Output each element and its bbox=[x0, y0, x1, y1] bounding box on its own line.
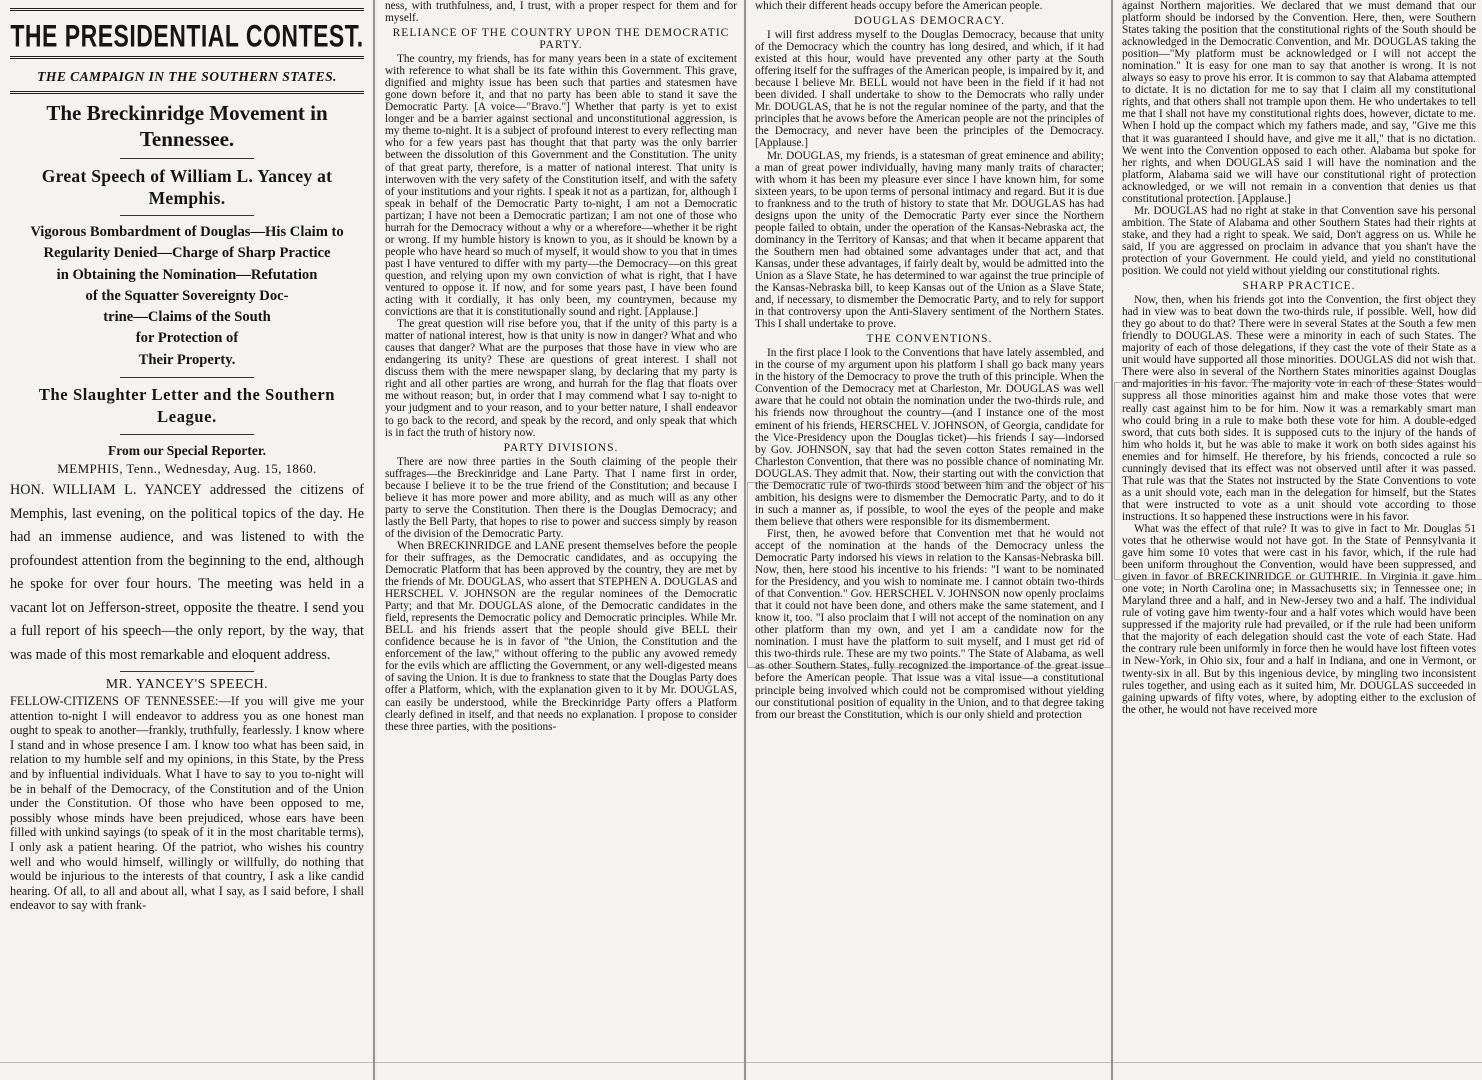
divider bbox=[120, 377, 254, 378]
article-deck: Vigorous Bombardment of Douglas—His Claim to Regularity Denied—Charge of Sharp Practice in Obtaining the Nomination—Refutation of the Squatter Sovereignty Doc- trine—Claims of the South for Protection of Their Property. bbox=[30, 224, 344, 368]
paragraph: What was the effect of that rule? It was to give in fact to Mr. Douglas 51 votes that he otherwise would not have got. In the State of Pennsylvania it gave him some 10 votes that were cast in his favor, which, if the rule had been uniform throughout the Convention, would have been suppressed, and given in favor of BRECKINRIDGE or GUTHRIE. In Virginia it gave him one vote; in North Carolina one; in Massachusetts six; in Tennessee one; in Maryland three and a half, and in New-Jersey two and a half. The individual rule of voting gave him twenty-four and a half votes which would have been suppressed if the majority rule had prevailed, or if the rule had been uniform that the majority of each delegation should cast the vote of each State. Had the contrary rule been uniformly in force then he would have lost fifteen votes in New-York, in Ohio six, four and a half in Indiana, and one in Vermont, or twenty-six in all. But by this ingenious device, by mingling two inconsistent rules together, and using each as it suited him, Mr. DOUGLAS succeeded in gaining upwards of fifty votes, where, by adopting either to the exclusion of the other, he would not have received more bbox=[1122, 522, 1476, 716]
paragraph: The country, my friends, has for many years been in a state of excitement with reference to what shall be its fate within this Government. This grave, dignified and mighty issue has been such that parties and statesmen have gone down before it, and that no party has been able to stand it save the Democratic Party. [A voice—"Bravo."] Whether that party is yet to exist longer and be a barrier against sectional and unconstitutional aggression, is my theme to-night. It is a subject of profound interest to every reflecting man who for a few years past has thought that that party was the only barrier between the dissolution of this Government and the Constitution. The unity of that great party, therefore, is a matter of national interest. That unity is interwoven with the very safety of the Constitution itself, and with the safety of your institutions and your rights. I speak it not as a partizan, for, although I speak in behalf of the Democratic Party to-night, I am not a Democratic partizan; I have not been a Democratic partizan; I am not one of those who hurrah for the Democracy without a why or a wherefore—whether it be right or wrong. If my humble history is known to you, as it should be known by a people who have heard so much of myself, it would show to you that in times past I have ventured to differ with my party—the Democracy—on this great question, and relying upon my own conviction of what is right, that I have ventured to oppose it. If now, and for some years past, I have been found acting with it cordially, it has only been, my countrymen, because my convictions are that it is constitutionally sound and right. [Applause.] bbox=[385, 53, 737, 319]
section-heading: DOUGLAS DEMOCRACY. bbox=[854, 15, 1005, 28]
section-heading: SHARP PRACTICE. bbox=[1242, 280, 1356, 293]
paragraph: Mr. DOUGLAS, my friends, is a statesman of great eminence and ability; a man of great power individually, having many manly traits of character; with whom it has been my pleasure ever since I have known him, for some sixteen years, to be upon terms of personal intimacy and regard. But it is due to frankness and to the truth of history to state that Mr. DOUGLAS has had designs upon the unity of the Democratic Party ever since the Northern people failed to obtain, under the operation of the Kansas-Nebraska act, the dominancy in the Territory of Kansas; and that when it became apparent that the Southern men had obtained some advantages under that act, and that Kansas, under these advantages, if fairly dealt by, would be admitted into the Union as a Slave State, he has determined to war against the true principle of the Kansas-Nebraska bill, to keep Kansas out of the Union as a Slave State, and, if necessary, to dismember the Democratic Party, and to rely for support in that controversy upon the Anti-Slavery sentiment of the Northern States. This I shall undertake to prove. bbox=[755, 149, 1104, 331]
divider bbox=[120, 215, 254, 216]
paragraph: which their different heads occupy before the American people. bbox=[755, 0, 1043, 12]
speech-paragraph: FELLOW-CITIZENS OF TENNESSEE:—If you will give me your attention to-night I will endeavor to address you as one honest man ought to speak to another—frankly, truthfully, fearlessly. I know where I stand and in whose presence I am. I know too what has been said, in relation to my humble self and my opinions, in this State, by the Press and by influential individuals. What I have to say to you to-night will be in behalf of the Democracy, of the Constitution and of the Union under the Constitution. Of those who have been opposed to me, possibly whose minds have been prejudiced, whose ears have been filled with unkind sayings (to speak of it in the most charitable terms), I only ask a patient hearing. Of the patriot, who wishes his country well and who would himself, willingly or willfully, do nothing that would be injurious to the interests of that country, I ask a like candid hearing. Of all, to all and about all, what I say, as I said before, I shall endeavor to say with frank- bbox=[10, 694, 364, 913]
headline-rule bbox=[10, 56, 364, 59]
divider bbox=[120, 434, 254, 435]
paragraph: First, then, he avowed before that Convention met that he would not accept of the nomination at the hands of the Democracy unless the Democratic Party indorsed his views in relation to the Kansas-Nebraska bill. Now, then, here stood his incentive to his friends: "I want to be nominated for the Presidency, and you wish to nominate me. I cannot obtain two-thirds of that Convention." Gov. HERSCHEL V. JOHNSON now openly proclaims that it could not have been done, and others make the same statement, and I know it, too. "I also proclaim that I will not accept of the nomination on any other platform than my own, and yet I am a candidate now for the nomination. I must have the platform to suit myself, and I must get rid of this two-thirds rule. These are my two points." The State of Alabama, as well as other Southern States, fully recognized the importance of the great issue before the American people. That issue was a vital issue—a constitutional principle being involved which could not be compromised without yielding our constitutional position of equality in the Union, and to that degree taking from our breast the Constitution, which is our only shield and protection bbox=[755, 527, 1104, 721]
speech-heading: MR. YANCEY'S SPEECH. bbox=[105, 676, 269, 692]
page-crease bbox=[0, 1062, 1482, 1063]
top-rule bbox=[10, 8, 364, 11]
column-divider bbox=[373, 0, 375, 1080]
divider bbox=[120, 158, 254, 159]
section-heading: PARTY DIVISIONS. bbox=[503, 441, 619, 454]
section-heading: THE CONVENTIONS. bbox=[866, 333, 993, 346]
dateline: MEMPHIS, Tenn., Wednesday, Aug. 15, 1860. bbox=[57, 461, 317, 477]
subhead-rule bbox=[10, 91, 364, 94]
section-heading: RELIANCE OF THE COUNTRY UPON THE DEMOCRATIC PARTY. bbox=[392, 27, 730, 52]
intro-paragraph: HON. WILLIAM L. YANCEY addressed the citizens of Memphis, last evening, on the political topics of the day. He had an immense audience, and was listened to with the profoundest attention from the beginning to the end, although he spoke for over four hours. The meeting was held in a vacant lot on Jefferson-street, opposite the theatre. I send you a full report of his speech—the only report, by the way, that was made of this most remarkable and eloquent address. bbox=[10, 482, 364, 663]
paragraph: Now, then, when his friends got into the Convention, the first object they had in view was to beat down the two-thirds rule, if possible. Well, how did they go about to do that? There were in several States at the South a few men friendly to DOUGLAS. These were a minority in each of such States. The majority of each of those delegations, if they cast the vote of their State as a unit would have supported all those minorities. DOUGLAS did not wish that. There were also in several of the Northern States minorities against Douglas and majorities in his favor. The majority vote in each of these States would suppress all those minorities against him and make those votes that were really cast against him to be for him. Now it was a remarkably smart man who could bring in a rule to make both these vote for him. A double-edged sword, that cuts both sides. It is supposed cuts to the injury of the hands of him who holds it, but he was able to make it work on both sides against his enemies and for himself. He therefore, by his friends, concocted a rule so cunningly devised that its effect was not observed until after it was passed. That rule was that the States not instructed by the State Conventions to vote as a unit should vote, each man in the delegation for himself, but the States that were instructed to vote as a unit should vote according to those instructions. It so happened these instructions were in his favor. bbox=[1122, 294, 1476, 523]
column-divider bbox=[1111, 0, 1113, 1080]
column-4 bbox=[1114, 0, 1482, 1080]
column-divider bbox=[744, 0, 746, 1080]
column-2 bbox=[377, 0, 743, 1080]
paragraph: In the first place I look to the Conventions that have lately assembled, and in the course of my argument upon his platform I shall go back many years in the history of the Democracy to prove the truth of this principle. When the Convention of the Democracy met at Charleston, Mr. DOUGLAS was well aware that he could not obtain the nomination under the two-thirds rule, and his friends now throughout the country—(and I instance one of the most eminent of his friends, HERSCHEL V. JOHNSON, of Georgia, candidate for the Vice-Presidency upon the Douglas ticket)—his friends I say—indorsed by Gov. JOHNSON, say that had the seven cotton States remained in the Charleston Convention, that there was no possible chance of nominating Mr. DOUGLAS. They admit that. Now, their starting out with the conviction that the Democratic rule of two-thirds stood between him and the object of his ambition, his designs were to dismember the Democratic Party, and to do it in such a manner as, if possible, to wool the eyes of the people and make them believe that others were responsible for its dismemberment. bbox=[755, 347, 1104, 528]
article-title-2: Great Speech of William L. Yancey at Memphis. bbox=[41, 166, 333, 208]
paragraph: ness, with truthfulness, and, I trust, with a proper respect for them and for myself. bbox=[385, 0, 737, 25]
paragraph: I will first address myself to the Douglas Democracy, because that unity of the Democracy which the country has long desired, and which, if it had existed at this hour, would have prevented any other party at the South offering itself for the suffrages of the American people, is impaired by it, and because I believe Mr. BELL would not have been in the field if it had not been divided. I shall undertake to show to the Democrats who rally under Mr. DOUGLAS, that he is not the regular nominee of the party, and that the principles that he avows before the American people are not the principles of the Democracy, and never have been the principles of the Democracy. [Applause.] bbox=[755, 29, 1104, 150]
byline: From our Special Reporter. bbox=[108, 443, 266, 459]
paragraph: When BRECKINRIDGE and LANE present themselves before the people for their suffrages, as the Democratic candidates, and as occupying the Democratic Platform that has been approved by the country, they are met by the friends of Mr. DOUGLAS, who assert that STEPHEN A. DOUGLAS and HERSCHEL V. JOHNSON are the regular nominees of the Democratic Party; and that Mr. DOUGLAS alone, of the Democratic candidates in the field, represents the Democratic policy and Democratic principles. While Mr. BELL and his friends assert that the people should give BELL their confidence because he is in favor of "the Union, the Constitution and the enforcement of the law," without offering to the public any avowed remedy for the evils which are afflicting the Government, or any well-digested means of saving the Union. It is due to frankness to state that the Douglas Party does offer a Platform, which, with the explanation given to it by Mr. DOUGLAS, can easily be understood, while the Breckinridge Party offers a Platform clearly defined in itself, and that needs no explanation. I propose to consider these three parties, with the positions- bbox=[385, 539, 737, 733]
article-title: The Breckinridge Movement in Tennessee. bbox=[46, 101, 328, 151]
paragraph: The great question will rise before you, that if the unity of this party is a matter of national interest, how is that unity is now in danger? What and who causes that danger? What are the purposes that those have in view who are endangering its unity? These are questions of great interest. I shall not discuss them with the mere newspaper slang, by declaring that my party is right and all other parties are wrong, and hurrah for the flag that floats over me without reason; but, in order that I may commend what I say to-night to your judgment and to your reason, and to your better nature, I shall endeavor to go back to the record, and speak by the record, and only speak that which is in fact the truth of history now. bbox=[385, 318, 737, 439]
article-title-3: The Slaughter Letter and the Southern League. bbox=[38, 385, 336, 427]
paragraph: Mr. DOUGLAS had no right at stake in that Convention save his personal ambition. The State of Alabama and other Southern States had their rights at stake, and they had a right to speak. We said, Don't aggress on us. While he said, If you are aggressed on proclaim in advance that you shan't have the protection of your Government. He could yield, and yield no constitutional position. We could not yield without yielding our constitutional rights. bbox=[1122, 204, 1476, 278]
divider bbox=[120, 671, 254, 672]
column-1 bbox=[0, 0, 372, 1080]
headline: THE PRESIDENTIAL CONTEST. bbox=[10, 18, 364, 54]
subhead: THE CAMPAIGN IN THE SOUTHERN STATES. bbox=[37, 69, 337, 84]
paragraph: against Northern majorities. We declared that we must demand that our platform should be indorsed by the Convention. Here, then, were Southern States taking the position that the constitutional rights of the South should be acknowledged in the Democratic Convention, and Mr. DOUGLAS taking the position—"My platform must be acknowledged or I will not accept the nomination." It is easy for one man to say that another is wrong. It is not always so easy to prove his error. It is common to say that Alabama attempted to dictate. It is no dictation for me to say that I claim all my constitutional rights, and that others shall not trample upon them. He who undertakes to tell me that I shall not have my constitutional rights does, however, dictate to me. When I hold up the compact which my fathers made, and say, "Give me this that it was guaranteed I should have, and give me it all," that is no dictation. We went into the Convention opposed to each other. Alabama but spoke for her rights, and when DOUGLAS said I will have the nomination and the platform, Alabama said we will have our constitutional right of protection acknowledged, or we will not remain in a convention that denies us that constitutional protection. [Applause.] bbox=[1122, 0, 1476, 205]
column-3 bbox=[747, 0, 1110, 1080]
paragraph: There are now three parties in the South claiming of the people their suffrages—the Breckinridge and Lane Party. That I name first in order, because I believe it to be the true friend of the Constitution; and because I believe it has more power and more ability, and as much will as any other party to serve the Constitution. Then there is the Douglas Democracy; and lastly the Bell Party, that hopes to rise to power and success simply by reason of the division of the Democratic Party. bbox=[385, 455, 737, 540]
